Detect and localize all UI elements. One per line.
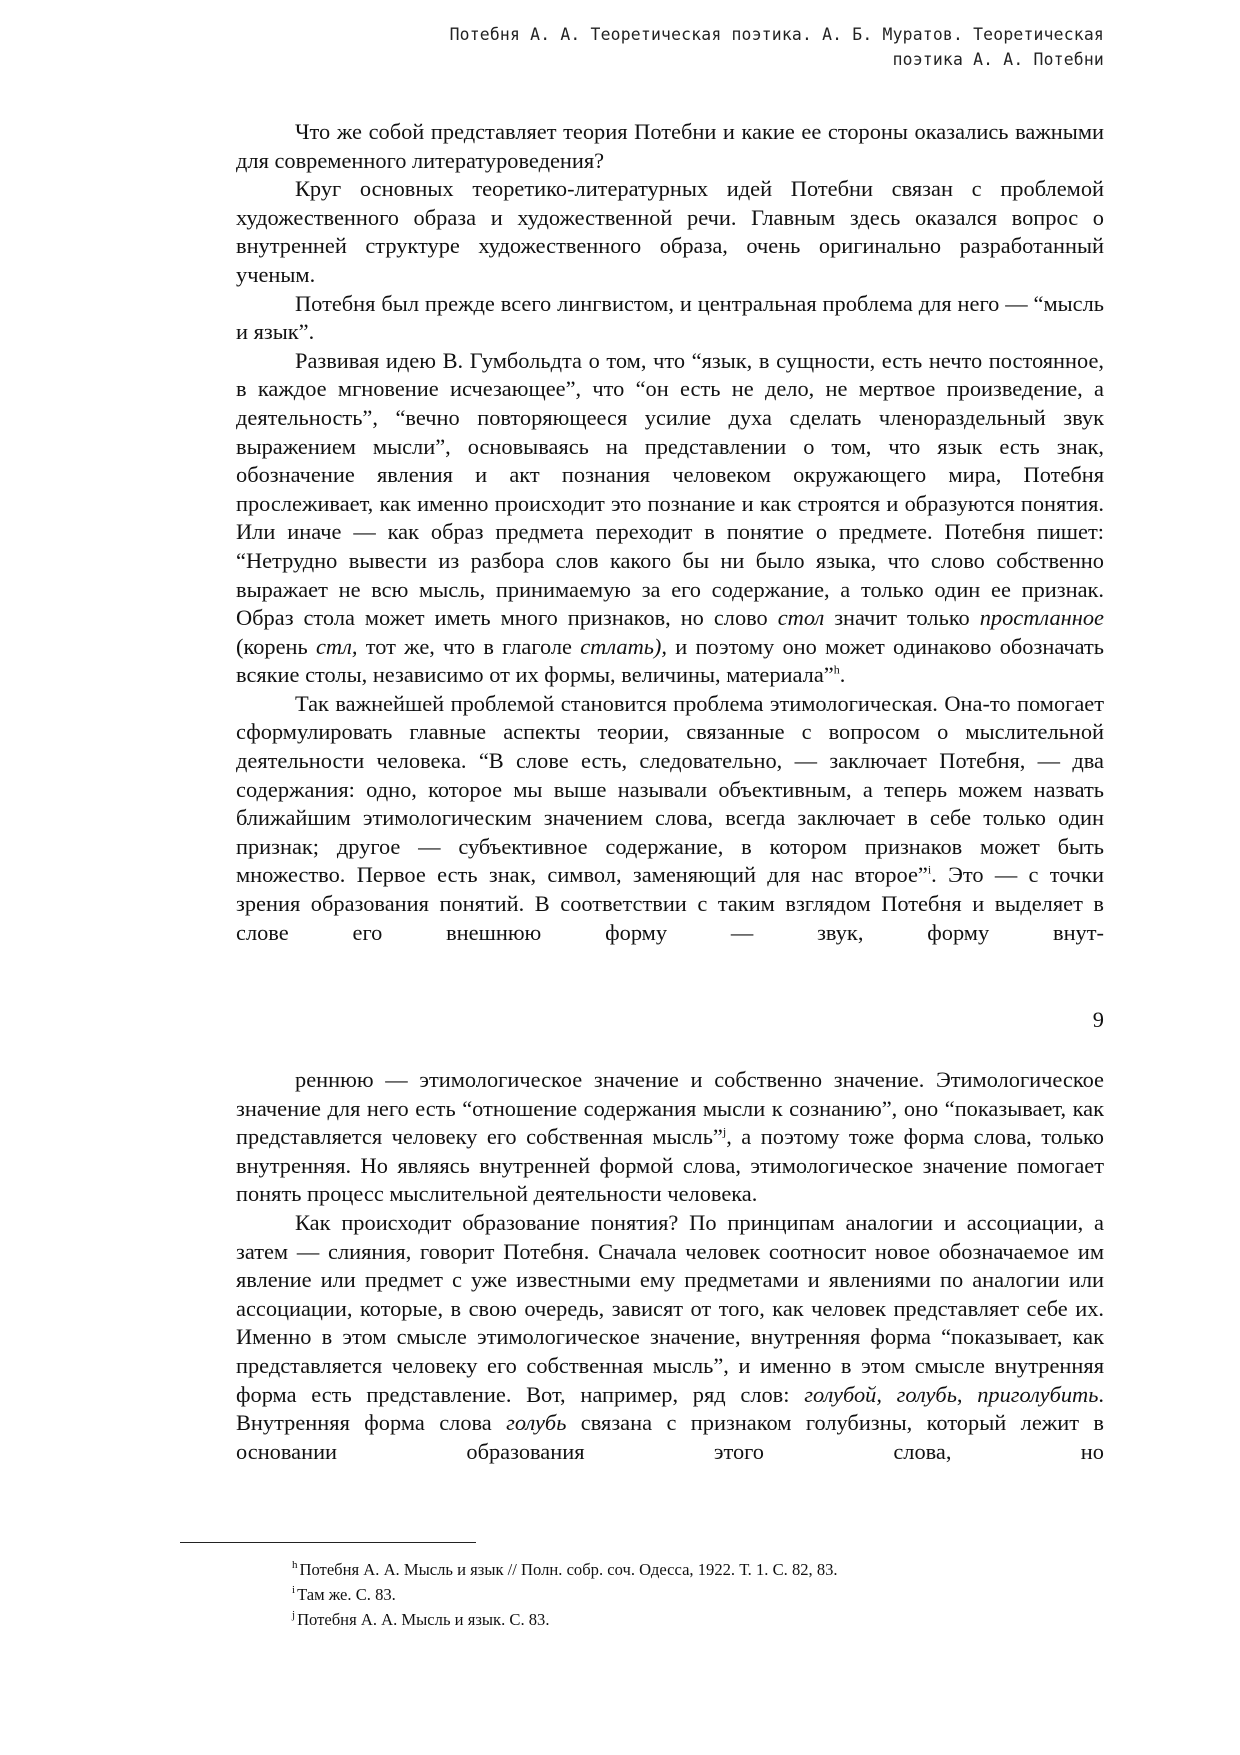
italic-word: приголубить	[977, 1381, 1099, 1407]
paragraph-question: Что же собой представляет теория Потебни и какие ее стороны оказались важными для современного литературоведения?	[236, 119, 1104, 173]
text-block-lower	[236, 1066, 1104, 1466]
italic-word: стлать),	[580, 633, 667, 659]
text-run: . Внутренняя форма слова	[236, 1381, 1105, 1436]
footnote-h	[292, 1557, 1092, 1582]
footnote-ref-h[interactable]: h	[833, 662, 840, 677]
footnote-text: Потебня А. А. Мысль и язык // Полн. собр. соч. Одесса, 1922. Т. 1. С. 82, 83.	[299, 1560, 838, 1579]
text-run: (корень	[236, 633, 316, 659]
paragraph-etymology	[236, 690, 1104, 947]
running-header	[236, 22, 1104, 72]
text-block-upper	[236, 118, 1104, 947]
text-run: . Это — с точки зрения образования понятий. В соответствии с таким взглядом Потебня и выделяет в слове его внешнюю форму — звук, форму внут-	[236, 862, 1104, 945]
paragraph-inner-form	[236, 1066, 1104, 1209]
text-run: тот же, что в глаголе	[357, 633, 581, 659]
italic-word: голубой, голубь	[804, 1381, 957, 1407]
footnotes	[292, 1557, 1092, 1632]
italic-word: голубь	[506, 1410, 567, 1436]
footnote-mark: j	[292, 1609, 296, 1622]
text-run: ,	[956, 1381, 978, 1407]
header-line-1: Потебня А. А. Теоретическая поэтика. А. Б. Муратов. Теоретическая	[449, 25, 1104, 44]
italic-word: стл,	[315, 633, 358, 659]
footnote-i	[292, 1582, 1092, 1607]
text-run: .	[839, 662, 846, 688]
footnote-ref-i[interactable]: i	[927, 862, 932, 877]
text-run: Так важнейшей проблемой становится проблема этимологическая. Она-то помогает сформулировать главные аспекты теории, связанные с вопросом о мыслительной деятельности человека. “В слове есть, следовательно, — заключает Потебня, — два содержания: одно, которое мы выше называли объективным, а теперь можем назвать ближайшим этимологическим значением слова, всегда заключает в себе только один признак; другое — субъективное содержание, в котором признаков может быть множество. Первое есть знак, символ, заменяющий для нас второе”	[236, 690, 1104, 888]
paragraph-circle-of-ideas: Круг основных теоретико-литературных идей Потебни связан с проблемой художественного образа и художественной речи. Главным здесь оказался вопрос о внутренней структуре художественного образа, очень оригинально разработанный ученым.	[236, 176, 1104, 287]
text-run: , а поэтому тоже форма слова, только внутренняя. Но являясь внутренней формой слова, этимологическое значение помогает понять процесс мыслительной деятельности человека.	[236, 1124, 1104, 1207]
text-run: связана с признаком голубизны, который лежит в основании образования этого слова, но	[236, 1410, 1104, 1464]
text-run: реннюю — этимологическое значение и собственно значение. Этимологическое значение для него есть “отношение содержания мысли к сознанию”, оно “показывает, как представляется человеку его собственная мысль”	[236, 1067, 1104, 1150]
footnote-mark: h	[292, 1559, 298, 1572]
paragraph-concept-formation	[236, 1209, 1104, 1466]
footnote-mark: i	[292, 1584, 296, 1597]
text-run: значит только	[824, 605, 980, 631]
page-number: 9	[1092, 1007, 1104, 1032]
italic-word: стол	[777, 605, 825, 631]
footnote-text: Там же. С. 83.	[297, 1585, 396, 1604]
footnote-j	[292, 1607, 1092, 1632]
text-run: и поэтому оно может одинаково обозначать всякие столы, независимо от их формы, величины, материала”	[236, 633, 1104, 688]
footnote-ref-j[interactable]: j	[722, 1124, 727, 1139]
paragraph-linguist: Потебня был прежде всего лингвистом, и центральная проблема для него — “мысль и язык”.	[236, 290, 1104, 345]
text-run: Развивая идею В. Гумбольдта о том, что “язык, в сущности, есть нечто постоянное, в каждое мгновение исчезающее”, что “он есть не дело, не мертвое произведение, а деятельность”, “вечно повторяющееся усилие духа сделать членораздельный звук выражением мысли”, основываясь на представлении о том, что язык есть знак, обозначение явления и акт познания человеком окружающего мира, Потебня прослеживает, как именно происходит это познание и как строятся и образуются понятия. Или иначе — как образ предмета переходит в понятие о предмете. Потебня пишет: “Нетрудно вывести из разбора слов какого бы ни было языка, что слово собственно выражает не всю мысль, принимаемую за его содержание, а только один ее признак. Образ стола может иметь много признаков, но слово	[236, 347, 1104, 631]
header-line-2: поэтика А. А. Потебни	[892, 50, 1104, 69]
text-run: Как происходит образование понятия? По принципам аналогии и ассоциации, а затем — слияния, говорит Потебня. Сначала человек соотносит новое обозначаемое им явление или предмет с уже известными ему предметами и явлениями по аналогии или ассоциации, которые, в свою очередь, зависят от того, как человек представляет себе их. Именно в этом смысле этимологическое значение, внутренняя форма “показывает, как представляется человеку его собственная мысль”, и именно в этом смысле внутренняя форма есть представление. Вот, например, ряд слов:	[236, 1209, 1104, 1407]
footnote-separator	[180, 1542, 476, 1543]
footnote-text: Потебня А. А. Мысль и язык. С. 83.	[297, 1610, 550, 1629]
italic-word: простланное	[979, 605, 1104, 631]
paragraph-humboldt	[236, 347, 1104, 690]
